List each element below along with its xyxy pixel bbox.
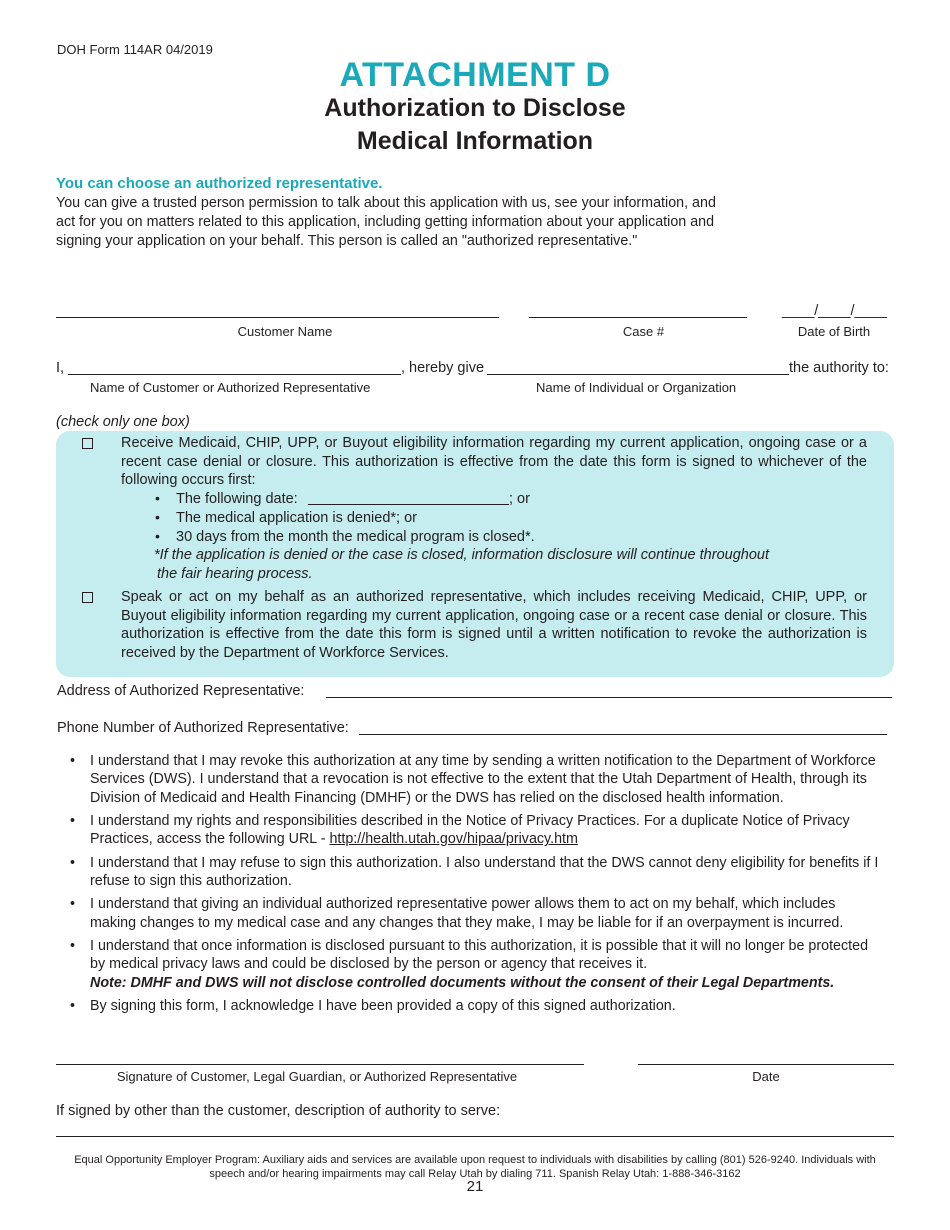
footer-line1: Equal Opportunity Employer Program: Auxiliary aids and services are available upon request to individuals with disabilities by calling (801) 526-9240. Individuals with: [74, 1154, 876, 1166]
option1-bullet1-suffix: ; or: [509, 491, 530, 507]
phone-field[interactable]: [359, 734, 887, 735]
bullet-icon: •: [70, 854, 76, 871]
intro-text: You can give a trusted person permission to talk about this application with us, see your information, and act for you on matters related to this application, including getting information about your application and signing your application on your behalf. This person is called an "authorized representative.": [56, 195, 716, 249]
phone-label: Phone Number of Authorized Representative:: [57, 720, 349, 736]
acknowledgement-refuse: I understand that I may refuse to sign this authorization. I also understand that the DWS cannot deny eligibility for benefits if I refuse to sign this authorization.: [90, 854, 879, 890]
date-of-birth-label: Date of Birth: [797, 324, 871, 339]
address-field[interactable]: [326, 697, 892, 698]
option1-checkbox[interactable]: [82, 438, 93, 449]
signature-label: Signature of Customer, Legal Guardian, or Authorized Representative: [116, 1069, 518, 1084]
acknowledgement-list: [70, 752, 880, 1020]
bullet-icon: •: [155, 490, 160, 506]
other-authority-label: If signed by other than the customer, description of authority to serve:: [56, 1103, 501, 1119]
option1-bullet1-label: The following date:: [176, 491, 298, 507]
list-item: [70, 812, 880, 849]
option1-date-field[interactable]: [308, 504, 509, 505]
option2-text: Speak or act on my behalf as an authorized representative, which includes receiving Medicaid, CHIP, UPP, or Buyout eligibility information regarding my current application, ongoing case or a recent case denial or closure. This authorization is effective from the date this form is signed until a written notification to revoke the authorization is received by the Department of Workforce Services.: [121, 589, 867, 661]
grant-prefix: I,: [56, 360, 65, 376]
option1-footnote-line2: the fair hearing process.: [157, 566, 313, 582]
representative-name-label: Name of Customer or Authorized Representative: [90, 380, 371, 395]
legal-note: Note: DMHF and DWS will not disclose controlled documents without the consent of their Legal Departments.: [90, 974, 835, 991]
list-item: [70, 997, 880, 1015]
case-number-field[interactable]: [529, 317, 747, 318]
footer-line2: speech and/or hearing impairments may call Relay Utah by dialing 711. Spanish Relay Utah: 1-888-346-3162: [209, 1168, 741, 1180]
acknowledgement-privacy: I understand my rights and responsibilities described in the Notice of Privacy Practices. For a duplicate Notice of Privacy Practices, access the following URL -: [90, 813, 850, 848]
address-label: Address of Authorized Representative:: [57, 683, 305, 699]
case-number-label: Case #: [622, 324, 665, 339]
list-item: [70, 752, 880, 807]
grant-middle: , hereby give: [401, 360, 485, 376]
option1-bullet3: 30 days from the month the medical program is closed*.: [176, 529, 535, 545]
privacy-url-link[interactable]: http://health.utah.gov/hipaa/privacy.htm: [329, 831, 578, 848]
grant-suffix: the authority to:: [789, 360, 889, 376]
acknowledgement-liability: I understand that giving an individual authorized representative power allows them to act on my behalf, which includes making changes to my medical case and any changes that they make, I may be liable for if an overpayment is incurred.: [90, 896, 844, 931]
signature-field[interactable]: [56, 1064, 584, 1065]
date-of-birth-field[interactable]: ____/____/____: [782, 303, 887, 319]
list-item: [70, 854, 880, 891]
bullet-icon: •: [155, 528, 160, 544]
customer-name-field[interactable]: [56, 317, 499, 318]
option1-bullet2: The medical application is denied*; or: [176, 510, 417, 526]
intro-heading: You can choose an authorized representative.: [56, 175, 383, 192]
list-item: [70, 895, 880, 932]
document-title-line2: Medical Information: [356, 127, 594, 155]
list-item: [70, 937, 880, 992]
signature-date-field[interactable]: [638, 1064, 894, 1065]
option2-checkbox[interactable]: [82, 592, 93, 603]
bullet-icon: •: [70, 753, 76, 769]
organization-name-field[interactable]: [487, 374, 789, 375]
footer-text: [40, 1153, 910, 1181]
signature-date-label: Date: [752, 1069, 780, 1084]
bullet-icon: •: [70, 896, 76, 913]
bullet-icon: •: [70, 997, 76, 1014]
option1-text: Receive Medicaid, CHIP, UPP, or Buyout eligibility information regarding my current application, ongoing case or a recent case denial or closure. This authorization is effective from the date this form is signed to whichever of the following occurs first:: [121, 435, 867, 488]
form-number: DOH Form 114AR 04/2019: [57, 42, 213, 57]
acknowledgement-disclosure: I understand that once information is disclosed pursuant to this authorization, it is possible that it will no longer be protected by medical privacy laws and could be disclosed by the person or agency that receives it.: [90, 937, 869, 973]
bullet-icon: •: [70, 937, 76, 954]
customer-name-label: Customer Name: [237, 324, 333, 339]
bullet-icon: •: [70, 813, 76, 830]
organization-name-label: Name of Individual or Organization: [536, 380, 737, 395]
acknowledgement-revoke: I understand that I may revoke this authorization at any time by sending a written notification to the Department of Workforce Services (DWS). I understand that a revocation is not effective to the extent that the Utah Department of Health, through its Division of Medicaid and Health Financing (DMHF) or the DWS has relied on the disclosed health information.: [90, 753, 876, 806]
document-title-line1: Authorization to Disclose: [324, 94, 626, 122]
check-instruction: (check only one box): [56, 414, 190, 430]
page-number: 21: [466, 1178, 484, 1195]
acknowledgement-copy: By signing this form, I acknowledge I have been provided a copy of this signed authorization.: [90, 997, 676, 1014]
representative-name-field[interactable]: [68, 374, 401, 375]
bullet-icon: •: [155, 509, 160, 525]
attachment-title: ATTACHMENT D: [339, 56, 611, 94]
other-authority-field[interactable]: [56, 1136, 894, 1137]
option1-footnote-line1: *If the application is denied or the case is closed, information disclosure will continue throughout: [154, 547, 769, 563]
